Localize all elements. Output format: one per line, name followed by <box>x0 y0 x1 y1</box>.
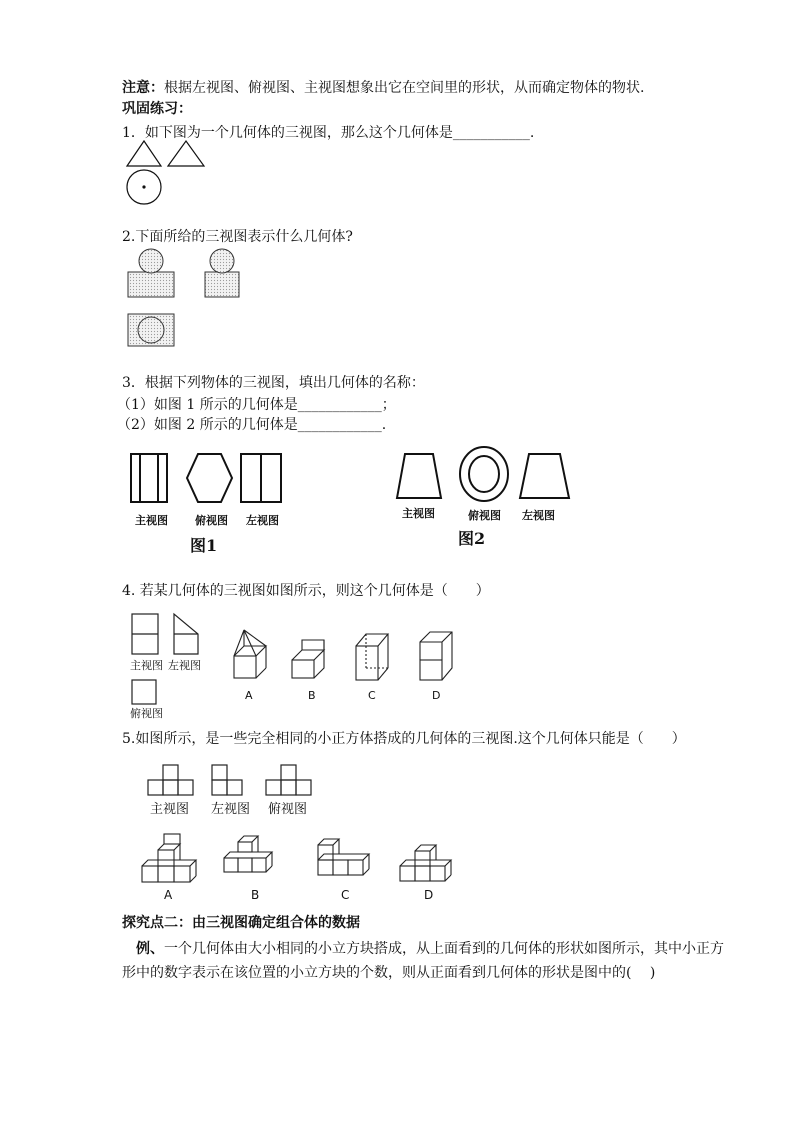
question-2-text: 2.下面所给的三视图表示什么几何体? <box>122 229 353 245</box>
fig2-front-view-trapezoid <box>397 454 441 498</box>
question-3-text: 3．根据下列物体的三视图，填出几何体的名称： <box>122 375 425 391</box>
q5-option-d-label[interactable]: D <box>424 888 434 902</box>
explore-heading: 探究点二：由三视图确定组合体的数据 <box>122 915 360 931</box>
q5-front-view <box>148 765 193 795</box>
q1-top-view-center-dot <box>142 185 145 188</box>
q5-option-c-solid <box>318 839 369 875</box>
example-label: 例、 <box>136 941 164 957</box>
q5-option-c-label[interactable]: C <box>341 888 350 902</box>
fig1-label-side: 左视图 <box>246 514 279 527</box>
q2-side-view <box>205 249 239 297</box>
q5-side-view <box>212 765 242 795</box>
q5-option-a-solid <box>142 834 196 882</box>
q4-options <box>226 628 476 688</box>
q5-option-b-label[interactable]: B <box>251 888 260 902</box>
q2-three-views <box>126 246 246 346</box>
fig1-top-view-hexagon <box>187 454 232 502</box>
question-3-sub-2: （2）如图 2 所示的几何体是____________. <box>117 417 387 433</box>
q2-top-view <box>128 314 174 346</box>
q1-three-views <box>120 134 220 209</box>
q3-figure-2 <box>392 444 582 504</box>
q1-front-view-triangle <box>127 141 161 166</box>
q2-front-view <box>128 249 174 297</box>
fig1-front-view <box>131 454 167 502</box>
fig2-caption: 图2 <box>458 529 486 548</box>
q5-option-b-solid <box>224 836 272 872</box>
q5-option-a-label[interactable]: A <box>164 888 173 902</box>
q5-options <box>138 834 478 889</box>
note-line <box>122 79 644 97</box>
q4-label-top: 俯视图 <box>130 707 163 720</box>
fig1-label-top: 俯视图 <box>195 514 228 527</box>
q4-option-d-solid <box>420 632 452 680</box>
q4-option-d-label[interactable]: D <box>432 689 441 702</box>
fig2-label-side: 左视图 <box>522 509 555 522</box>
fig2-side-view-trapezoid <box>520 454 569 498</box>
q5-top-view <box>266 765 311 795</box>
fig1-side-view <box>241 454 281 502</box>
q5-three-views <box>146 760 316 800</box>
note-label: 注意： <box>122 80 164 96</box>
q4-option-a-solid <box>234 630 266 678</box>
note-text: 根据左视图、俯视图、主视图想象出它在空间里的形状，从而确定物体的物状. <box>164 80 645 96</box>
q4-label-side: 左视图 <box>168 659 201 672</box>
q4-option-a-label[interactable]: A <box>245 689 253 702</box>
q5-label-front: 主视图 <box>150 802 190 817</box>
q4-option-c-solid <box>356 634 388 680</box>
fig1-caption: 图1 <box>190 536 218 555</box>
example-text-1: 一个几何体由大小相同的小立方块搭成，从上面看到的几何体的形状如图所示，其中小正方 <box>164 941 724 957</box>
question-5-text: 5.如图所示，是一些完全相同的小正方体搭成的几何体的三视图.这个几何体只能是（ ） <box>122 731 686 747</box>
q5-label-top: 俯视图 <box>268 802 308 817</box>
q4-side-view <box>174 614 198 654</box>
explore-example-line-1 <box>136 940 724 958</box>
q5-option-d-solid <box>400 845 451 881</box>
q4-top-view <box>132 680 156 704</box>
practice-heading: 巩固练习： <box>122 101 192 117</box>
explore-example-line-2: 形中的数字表示在该位置的小立方块的个数，则从正面看到几何体的形状是图中的( ) <box>122 965 656 981</box>
q4-option-b-solid <box>292 640 324 678</box>
question-3-sub-1: （1）如图 1 所示的几何体是____________； <box>117 397 396 413</box>
q4-front-view <box>132 614 158 654</box>
fig2-top-view-inner <box>469 456 499 492</box>
fig1-label-front: 主视图 <box>135 514 168 527</box>
fig2-label-front: 主视图 <box>402 507 435 520</box>
q4-option-c-label[interactable]: C <box>368 689 376 702</box>
q4-option-b-label[interactable]: B <box>308 689 316 702</box>
q5-label-side: 左视图 <box>211 802 251 817</box>
q4-label-front: 主视图 <box>130 659 163 672</box>
fig2-label-top: 俯视图 <box>468 509 501 522</box>
question-4-text: 4. 若某几何体的三视图如图所示，则这个几何体是（ ） <box>122 583 490 599</box>
q3-figure-1 <box>128 450 288 510</box>
question-1-text: 1．如下图为一个几何体的三视图，那么这个几何体是___________. <box>122 125 535 141</box>
q1-side-view-triangle <box>168 141 204 166</box>
